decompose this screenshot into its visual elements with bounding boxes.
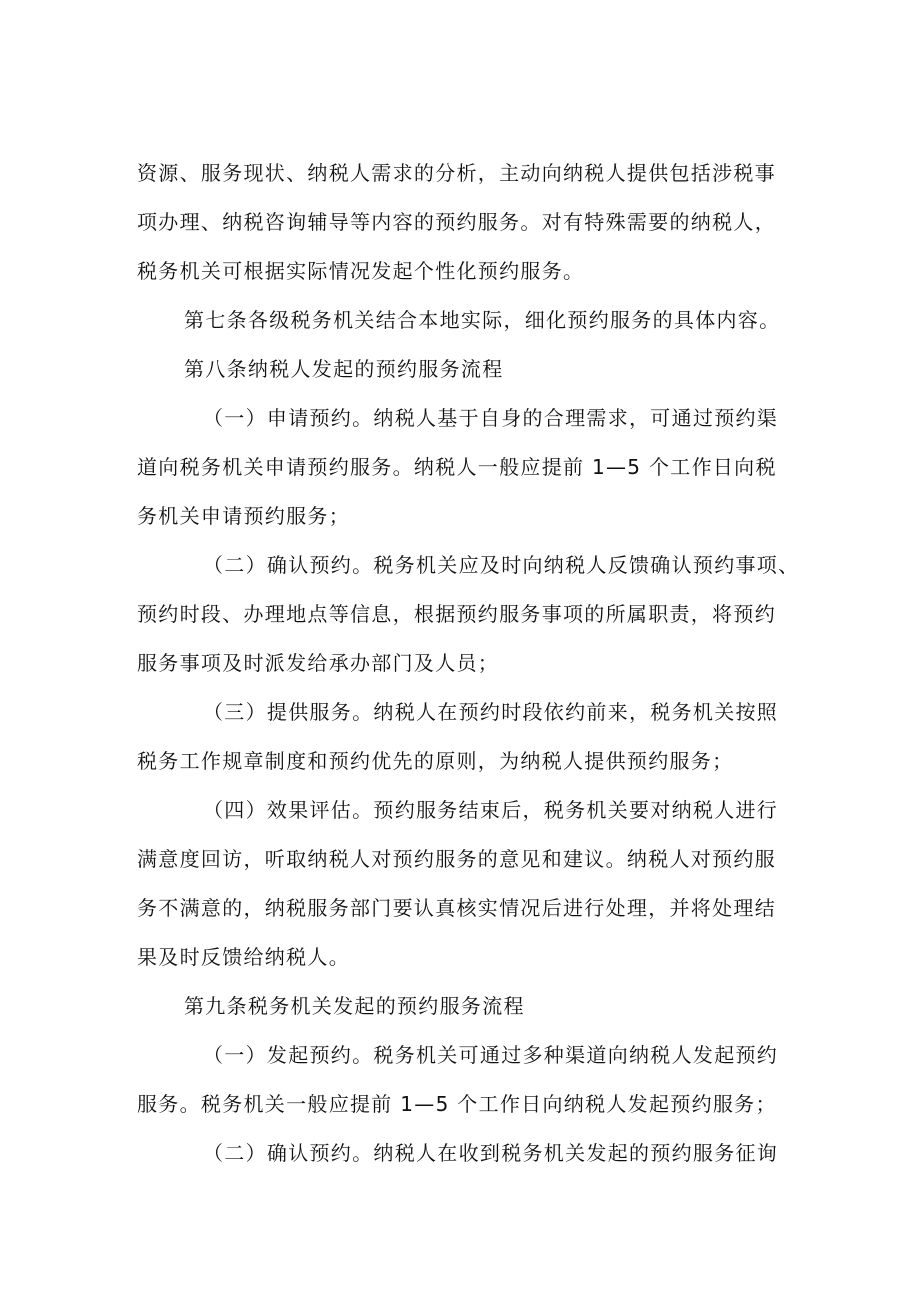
text-line: 资源、服务现状、纳税人需求的分析，主动向纳税人提供包括涉税事 xyxy=(137,161,776,185)
text-line: （二）确认预约。税务机关应及时向纳税人反馈确认预约事项、 xyxy=(203,553,800,577)
text-line: 务不满意的，纳税服务部门要认真核实情况后进行处理，并将处理结 xyxy=(137,896,776,920)
article-8-heading: 第八条纳税人发起的预约服务流程 xyxy=(184,357,504,381)
text-line: （四）效果评估。预约服务结束后，税务机关要对纳税人进行 xyxy=(203,798,779,822)
text-line: 果及时反馈给纳税人。 xyxy=(137,945,350,969)
text-line: （三）提供服务。纳税人在预约时段依约前来，税务机关按照 xyxy=(203,700,779,724)
text-line: （一）发起预约。税务机关可通过多种渠道向纳税人发起预约 xyxy=(203,1043,779,1067)
text-line: 税务工作规章制度和预约优先的原则，为纳税人提供预约服务； xyxy=(137,749,734,773)
text-line: 预约时段、办理地点等信息，根据预约服务事项的所属职责，将预约 xyxy=(137,602,776,626)
text-line: 税务机关可根据实际情况发起个性化预约服务。 xyxy=(137,259,585,283)
text-line: （二）确认预约。纳税人在收到税务机关发起的预约服务征询 xyxy=(203,1141,779,1165)
text-line: 务机关申请预约服务； xyxy=(137,504,350,528)
text-line: 服务事项及时派发给承办部门及人员； xyxy=(137,651,500,675)
text-line: 满意度回访，听取纳税人对预约服务的意见和建议。纳税人对预约服 xyxy=(137,847,776,871)
text-line: 道向税务机关申请预约服务。纳税人一般应提前 1—5 个工作日向税 xyxy=(137,455,777,479)
article-7-line: 第七条各级税务机关结合本地实际，细化预约服务的具体内容。 xyxy=(184,308,781,332)
text-line: （一）申请预约。纳税人基于自身的合理需求，可通过预约渠 xyxy=(203,406,779,430)
article-9-heading: 第九条税务机关发起的预约服务流程 xyxy=(184,994,525,1018)
text-line: 项办理、纳税咨询辅导等内容的预约服务。对有特殊需要的纳税人， xyxy=(137,210,776,234)
text-line: 服务。税务机关一般应提前 1—5 个工作日向纳税人发起预约服务； xyxy=(137,1092,777,1116)
